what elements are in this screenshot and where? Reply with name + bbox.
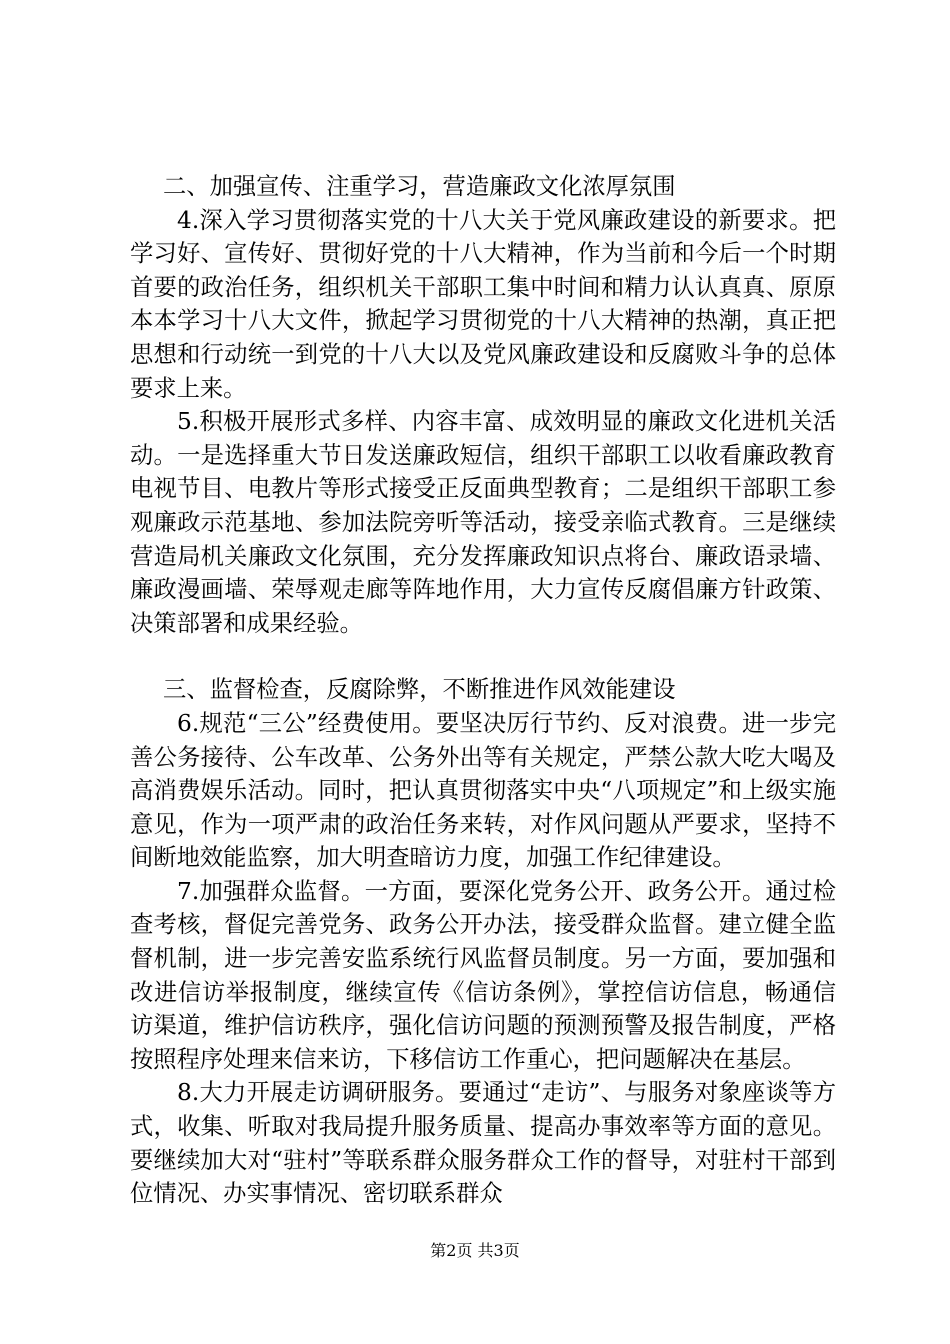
section-3-heading: 三、监督检查，反腐除弊，不断推进作风效能建设 bbox=[163, 676, 676, 704]
paragraph-4: 4.深入学习贯彻落实党的十八大关于党风廉政建设的新要求。把学习好、宣传好、贯彻好党的十八大精神，作为当前和今后一个时期首要的政治任务，组织机关干部职工集中时间和精力认认真真、原原本本学习十八大文件，掀起学习贯彻党的十八大精神的热潮，真正把思想和行动统一到党的十八大以及党风廉政建设和反腐败斗争的总体要求上来。 bbox=[130, 206, 836, 402]
paragraph-6: 6.规范“三公”经费使用。要坚决厉行节约、反对浪费。进一步完善公务接待、公车改革、公务外出等有关规定，严禁公款大吃大喝及高消费娱乐活动。同时，把认真贯彻落实中央“八项规定”和上级实施意见，作为一项严肃的政治任务来转，对作风问题从严要求，坚持不间断地效能监察，加大明查暗访力度，加强工作纪律建设。 bbox=[130, 709, 836, 872]
page-number-footer: 第2页 共3页 bbox=[430, 1241, 520, 1260]
paragraph-8: 8.大力开展走访调研服务。要通过“走访”、与服务对象座谈等方式，收集、听取对我局提升服务质量、提高办事效率等方面的意见。要继续加大对“驻村”等联系群众服务群众工作的督导，对驻村干部到位情况、办实事情况、密切联系群众 bbox=[130, 1079, 836, 1208]
section-2-heading: 二、加强宣传、注重学习，营造廉政文化浓厚氛围 bbox=[163, 173, 676, 200]
document-body bbox=[130, 170, 836, 1211]
section-spacer bbox=[130, 640, 836, 673]
paragraph-7: 7.加强群众监督。一方面，要深化党务公开、政务公开。通过检查考核，督促完善党务、政务公开办法，接受群众监督。建立健全监督机制，进一步完善安监系统行风监督员制度。另一方面，要加强和改进信访举报制度，继续宣传《信访条例》，掌控信访信息，畅通信访渠道，维护信访秩序，强化信访问题的预测预警及报告制度，严格按照程序处理来信来访，下移信访工作重心，把问题解决在基层。 bbox=[130, 877, 836, 1073]
paragraph-5: 5.积极开展形式多样、内容丰富、成效明显的廉政文化进机关活动。一是选择重大节日发送廉政短信，组织干部职工以收看廉政教育电视节目、电教片等形式接受正反面典型教育；二是组织干部职工参观廉政示范基地、参加法院旁听等活动，接受亲临式教育。三是继续营造局机关廉政文化氛围，充分发挥廉政知识点将台、廉政语录墙、廉政漫画墙、荣辱观走廊等阵地作用，大力宣传反腐倡廉方针政策、决策部署和成果经验。 bbox=[130, 408, 836, 637]
